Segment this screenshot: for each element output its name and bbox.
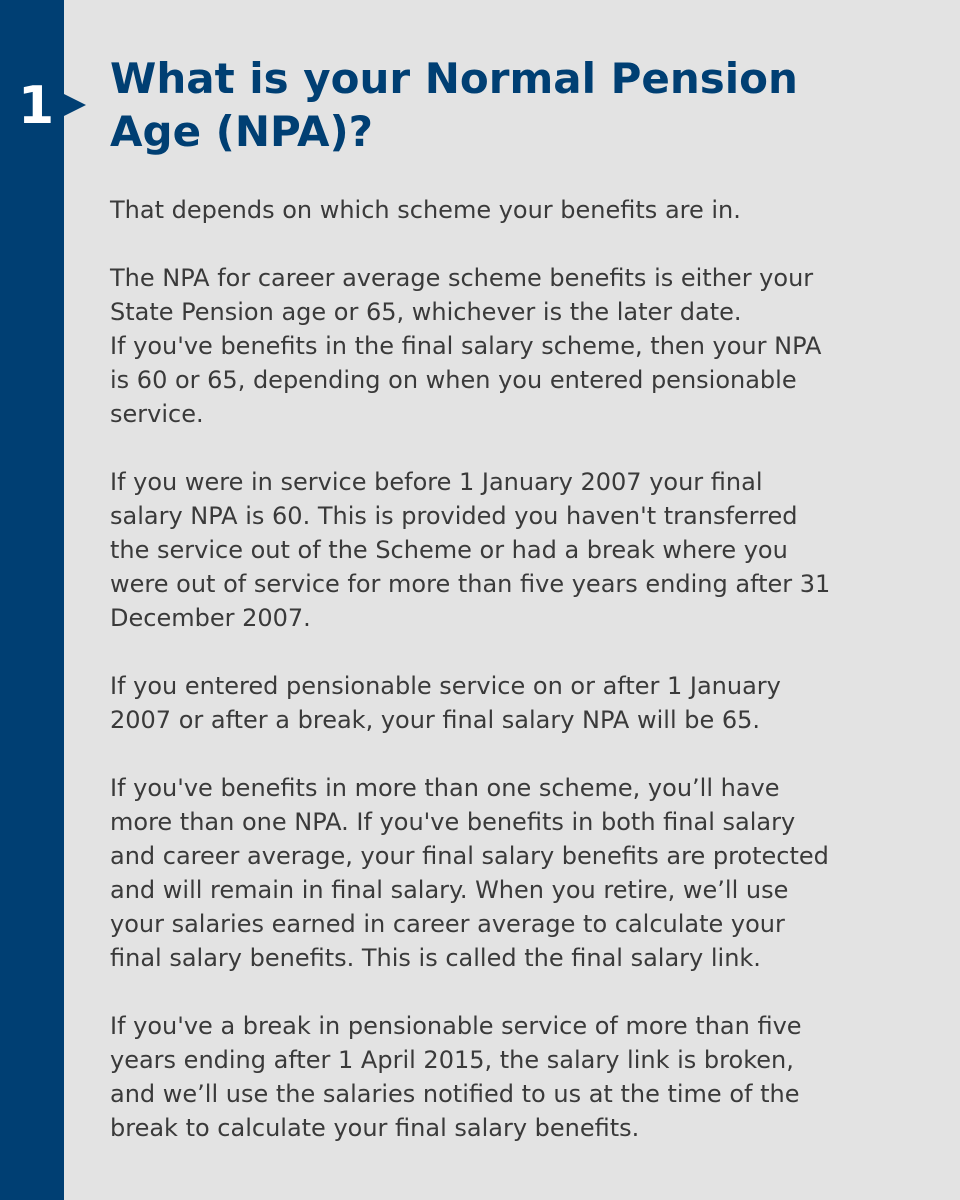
paragraph-more-than-one-scheme: If you've benefits in more than one scheme, you’ll have more than one NPA. If you've benefits in both final salary and career average, your final salary benefits are protected and will remain in final salary. When you retire, we’ll use your salaries earned in career average to calculate your final salary benefits. This is called the final salary link. [110,774,829,972]
body-text [110,193,925,1179]
step-arrow-icon [64,94,86,116]
paragraph-break-in-service: If you've a break in pensionable service of more than five years ending after 1 April 2015, the salary link is broken, and we’ll use the salaries notified to us at the time of the break to calculate your final salary benefits. [110,1012,802,1142]
paragraph-before-2007: If you were in service before 1 January 2007 your final salary NPA is 60. This is provided you haven't transferred the service out of the Scheme or had a break where you were out of service for more than five years ending after 31 December 2007. [110,468,831,632]
paragraph-final-salary: If you've benefits in the final salary scheme, then your NPA is 60 or 65, depending on when you entered pensionable service. [110,332,822,428]
paragraph-intro: That depends on which scheme your benefits are in. [110,196,741,224]
paragraph-career-average: The NPA for career average scheme benefits is either your State Pension age or 65, whichever is the later date. [110,264,814,326]
page-title: What is your Normal Pension Age (NPA)? [110,54,798,156]
paragraph-after-2007: If you entered pensionable service on or after 1 January 2007 or after a break, your final salary NPA will be 65. [110,672,781,734]
step-number: 1 [18,76,55,136]
side-accent-bar [0,0,64,1200]
